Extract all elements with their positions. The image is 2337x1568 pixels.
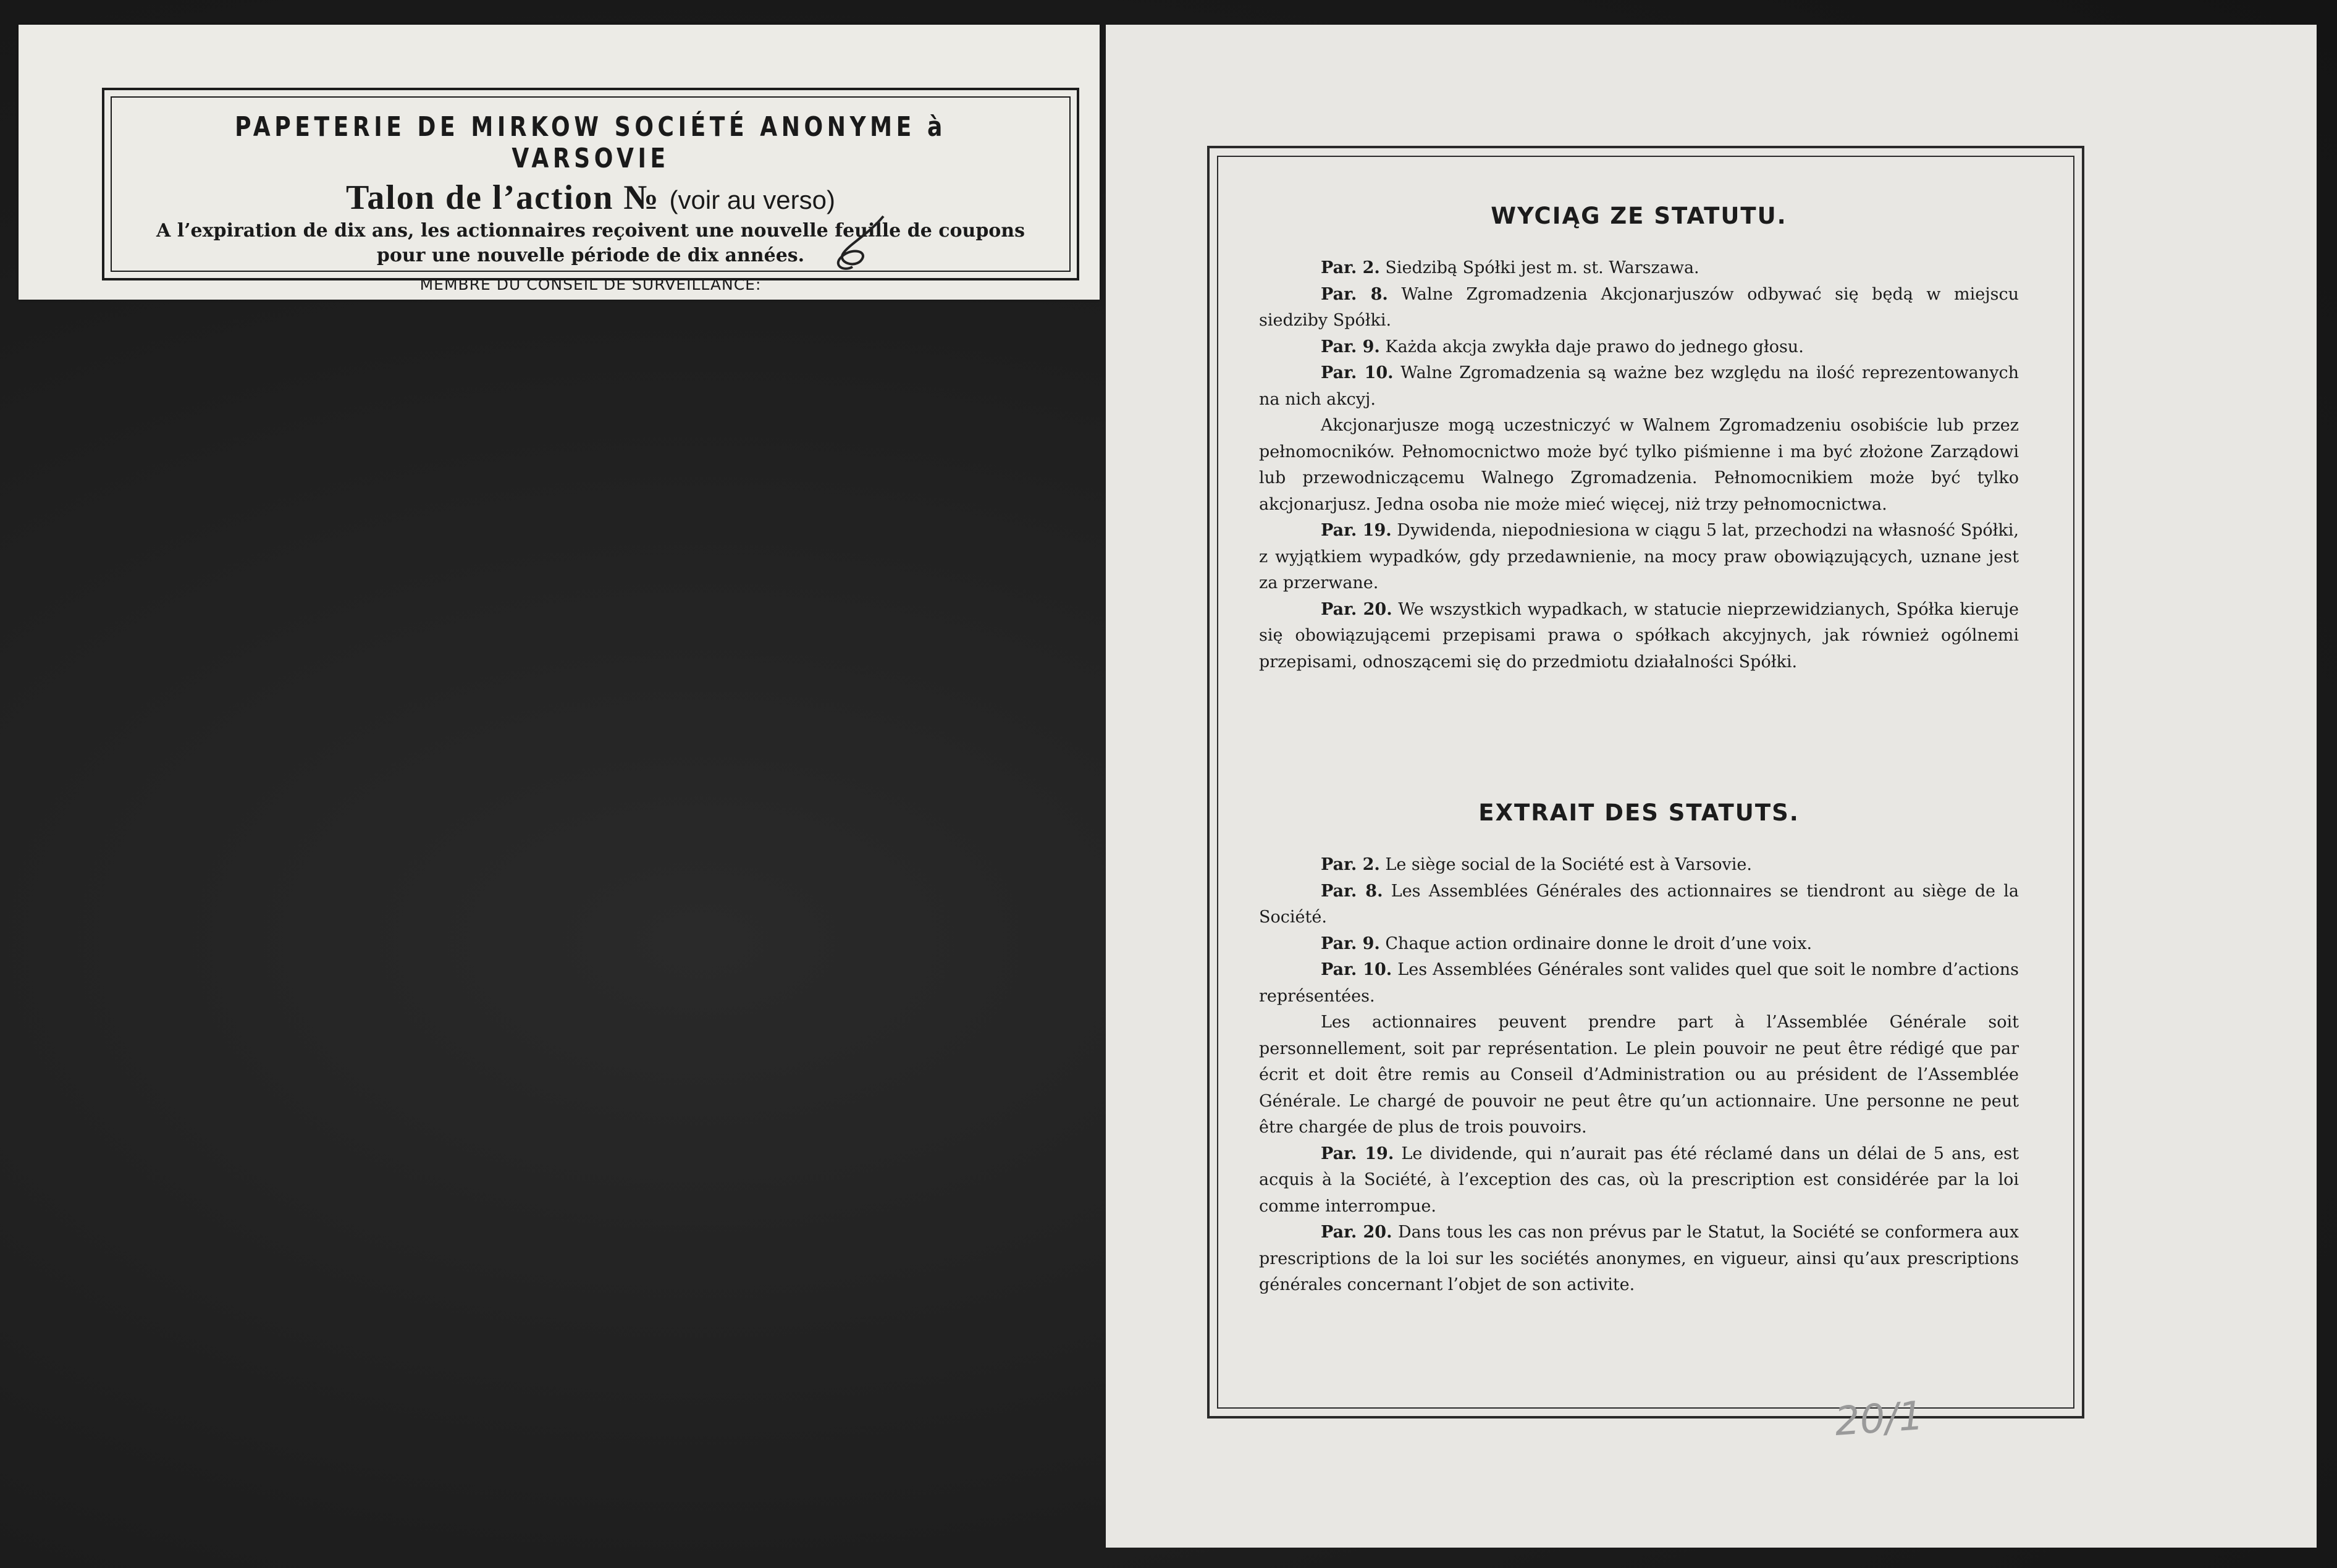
paragraph-label: Par. 8. [1321, 284, 1388, 304]
statute-paragraph [1259, 334, 2019, 361]
paragraph-text: Każda akcja zwykła daje prawo do jednego głosu. [1379, 337, 1804, 356]
paragraph-label: Par. 10. [1321, 363, 1394, 382]
signature-scribble [825, 210, 899, 278]
statute-paragraph [1259, 360, 2019, 413]
french-paragraphs [1259, 852, 2019, 1299]
paragraph-text: Dywidenda, niepodniesiona w ciągu 5 lat, przechodzi na własność Spółki, z wyjątkiem wypadków, gdy przedawnienie, na mocy praw obowiązujących, uznane jest za przerwane. [1259, 521, 2019, 592]
talon-frame [102, 88, 1079, 293]
paragraph-text: Walne Zgromadzenia są ważne bez względu na ilość reprezentowanych na nich akcyj. [1259, 363, 2019, 409]
company-name: PAPETERIE DE MIRKOW SOCIÉTÉ ANONYME à VARSOVIE [235, 111, 946, 174]
statute-paragraph [1259, 1141, 2019, 1220]
statute-paragraph [1259, 1220, 2019, 1299]
statute-paragraph [1259, 852, 2019, 879]
polish-paragraphs [1259, 255, 2019, 675]
text-frame [1207, 146, 2084, 1418]
statute-paragraph [1259, 879, 2019, 931]
french-section-title: EXTRAIT DES STATUTS. [1478, 799, 1800, 826]
statute-paragraph [1259, 931, 2019, 958]
paragraph-text: Dans tous les cas non prévus par le Statut, la Société se conformera aux prescriptions de la loi sur les sociétés anonymes, en vigueur, ainsi qu’aux prescriptions générales concernant l’objet de son activite. [1259, 1223, 2019, 1294]
paragraph-text: We wszystkich wypadkach, w statucie nieprzewidzianych, Spółka kieruje się obowiązującemi przepisami prawa o spółkach akcyjnych, jak również ogólnemi przepisami, odnoszącemi się do przedmiotu działalności Spółki. [1259, 599, 2019, 672]
french-statute-section [1259, 799, 2019, 1299]
statute-paragraph [1259, 255, 2019, 282]
talon-title-main: Talon de l’action № [346, 179, 660, 217]
talon-slip [19, 25, 1100, 300]
certificate-page [1106, 25, 2317, 1548]
paragraph-text: Les Assemblées Générales sont valides quel que soit le nombre d’actions représentées. [1259, 960, 2019, 1006]
paragraph-label: Par. 2. [1321, 258, 1380, 277]
statute-paragraph [1259, 518, 2019, 597]
expiry-note-line2: pour une nouvelle période de dix années. [376, 245, 805, 266]
paragraph-label: Par. 2. [1321, 855, 1380, 874]
paragraph-label: Par. 8. [1321, 881, 1383, 901]
paragraph-text: Akcjonarjusze mogą uczestniczyć w Walnem Zgromadzeniu osobiście lub przez pełnomocników. Pełnomocnictwo może być tylko piśmienne i ma być złożone Zarządowi lub przewodniczącemu Walnego Zgromadzenia. Pełnomocnikiem może być tylko akcjonarjusz. Jedna osoba nie może mieć więcej, niż trzy pełnomocnictwa. [1259, 416, 2019, 514]
membre-label: MEMBRE DU CONSEIL DE SURVEILLANCE: [419, 276, 762, 293]
paragraph-label: Par. 19. [1321, 521, 1392, 540]
expiry-note-line1: A l’expiration de dix ans, les actionnaires reçoivent une nouvelle feuille de coupons [156, 220, 1025, 242]
paragraph-label: Par. 19. [1321, 1144, 1394, 1163]
paragraph-text: Walne Zgromadzenia Akcjonarjuszów odbywać się będą w miejscu siedziby Spółki. [1259, 284, 2019, 330]
paragraph-label: Par. 10. [1321, 960, 1392, 979]
statute-paragraph [1259, 413, 2019, 518]
paragraph-text: Chaque action ordinaire donne le droit d’une voix. [1379, 934, 1813, 953]
talon-title [112, 178, 1069, 217]
paragraph-text: Le dividende, qui n’aurait pas été réclamé dans un délai de 5 ans, est acquis à la Société, à l’exception des cas, où la prescription est considérée par la loi comme interrompue. [1259, 1144, 2019, 1216]
paragraph-label: Par. 20. [1321, 1223, 1392, 1242]
statute-paragraph [1259, 597, 2019, 676]
paragraph-text: Les actionnaires peuvent prendre part à l’Assemblée Générale soit personnellement, soit par représentation. Le plein pouvoir ne peut être rédigé que par écrit et doit être remis au Conseil d’Administration ou au président de l’Assemblée Générale. Le chargé de pouvoir ne peut être qu’un actionnaire. Une personne ne peut être chargée de plus de trois pouvoirs. [1259, 1013, 2019, 1137]
talon-inner-frame [111, 96, 1071, 293]
handwritten-note: 20/1 [1833, 1393, 1926, 1445]
polish-section-title: WYCIĄG ZE STATUTU. [1491, 203, 1787, 229]
polish-statute-section [1259, 203, 2019, 675]
paragraph-label: Par. 9. [1321, 934, 1380, 953]
paragraph-label: Par. 9. [1321, 337, 1380, 356]
talon-title-note: (voir au verso) [669, 185, 835, 214]
statute-paragraph [1259, 957, 2019, 1010]
statute-paragraph [1259, 282, 2019, 334]
paragraph-text: Le siège social de la Société est à Varsovie. [1379, 855, 1752, 874]
paragraph-text: Siedzibą Spółki jest m. st. Warszawa. [1379, 258, 1699, 277]
statute-paragraph [1259, 1010, 2019, 1141]
paragraph-text: Les Assemblées Générales des actionnaires se tiendront au siège de la Société. [1259, 881, 2019, 927]
paragraph-label: Par. 20. [1321, 599, 1392, 619]
